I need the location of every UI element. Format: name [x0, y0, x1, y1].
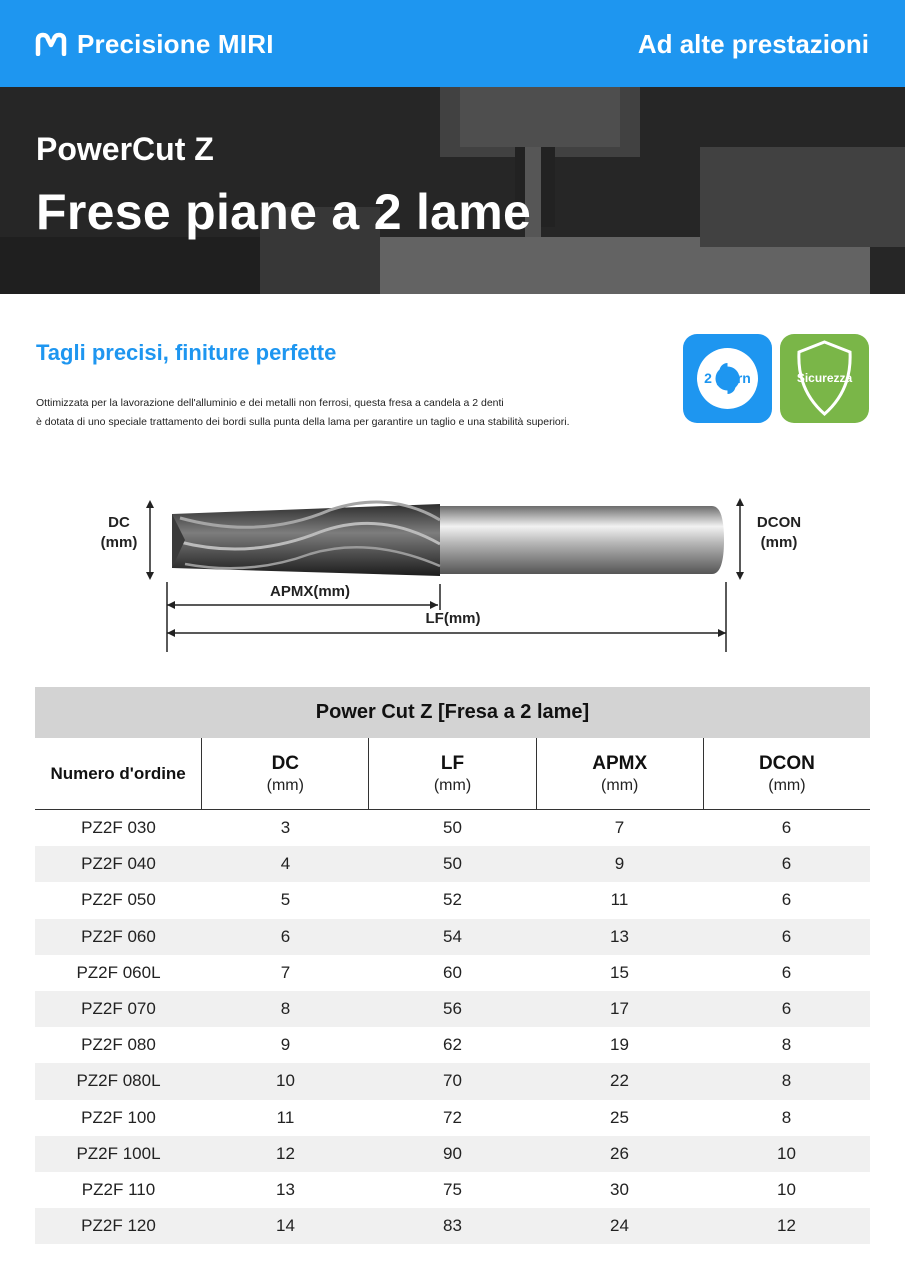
table-row — [35, 955, 870, 991]
table-title: Power Cut Z [Fresa a 2 lame] — [35, 687, 870, 738]
value-cell: 8 — [781, 1107, 792, 1127]
value-cell: 12 — [777, 1216, 796, 1236]
order-number-cell: PZ2F 080L — [76, 1071, 161, 1091]
table-row — [35, 1063, 870, 1099]
order-number-cell: PZ2F 050 — [81, 890, 156, 910]
dcon-label — [748, 513, 810, 553]
table-row — [35, 882, 870, 918]
table-row — [35, 919, 870, 955]
col-header-unit: (mm) — [601, 776, 639, 794]
spec-table — [35, 687, 870, 1244]
dc-label — [96, 513, 142, 553]
value-cell: 90 — [443, 1143, 462, 1163]
value-cell: 4 — [280, 854, 291, 874]
value-cell: 8 — [781, 1035, 792, 1055]
value-cell: 7 — [280, 962, 291, 982]
col-header-order-number — [35, 738, 202, 809]
table-row — [35, 846, 870, 882]
apmx-label: APMX(mm) — [269, 583, 350, 600]
table-row — [35, 991, 870, 1027]
dcon-label-text: DCON — [756, 514, 802, 531]
hero-banner — [0, 87, 905, 294]
value-cell: 9 — [280, 1035, 291, 1055]
value-cell: 10 — [276, 1071, 295, 1091]
value-cell: 8 — [781, 1071, 792, 1091]
value-cell: 13 — [610, 926, 629, 946]
dc-label-unit: (mm) — [100, 534, 138, 551]
value-cell: 25 — [610, 1107, 629, 1127]
lf-label: LF(mm) — [425, 610, 481, 627]
tool-dimension-diagram — [0, 480, 905, 660]
value-cell: 6 — [781, 962, 792, 982]
value-cell: 83 — [443, 1216, 462, 1236]
hero-title: Frese piane a 2 lame — [36, 184, 532, 240]
order-number-cell: PZ2F 060 — [81, 926, 156, 946]
value-cell: 11 — [276, 1107, 295, 1127]
dc-label-text: DC — [108, 514, 130, 531]
value-cell: 56 — [443, 999, 462, 1019]
col-header-label: DC — [271, 752, 300, 774]
col-header-label: DCON — [758, 752, 815, 774]
col-header-label: APMX — [592, 752, 648, 774]
col-header-apmx — [537, 738, 704, 809]
col-header-unit: (mm) — [266, 776, 304, 794]
col-header-dcon — [704, 738, 870, 809]
value-cell: 11 — [610, 890, 629, 910]
value-cell: 6 — [781, 818, 792, 838]
miri-logo-icon — [35, 32, 67, 56]
value-cell: 6 — [781, 999, 792, 1019]
value-cell: 7 — [614, 818, 625, 838]
value-cell: 8 — [280, 999, 291, 1019]
value-cell: 22 — [610, 1071, 629, 1091]
value-cell: 10 — [777, 1143, 796, 1163]
top-bar — [0, 0, 905, 87]
value-cell: 62 — [443, 1035, 462, 1055]
value-cell: 72 — [443, 1107, 462, 1127]
value-cell: 30 — [610, 1179, 629, 1199]
value-cell: 50 — [443, 818, 462, 838]
value-cell: 13 — [276, 1179, 295, 1199]
order-number-cell: PZ2F 030 — [81, 818, 156, 838]
table-row — [35, 1027, 870, 1063]
table-row — [35, 1172, 870, 1208]
order-number-cell: PZ2F 080 — [81, 1035, 156, 1055]
order-number-cell: PZ2F 040 — [81, 854, 156, 874]
description-line: Ottimizzata per la lavorazione dell'alluminio e dei metalli non ferrosi, questa fresa a candela a 2 denti — [36, 397, 504, 409]
value-cell: 19 — [610, 1035, 629, 1055]
table-row — [35, 1208, 870, 1244]
value-cell: 17 — [610, 999, 629, 1019]
table-row — [35, 1100, 870, 1136]
order-number-cell: PZ2F 100L — [76, 1143, 161, 1163]
order-number-cell: PZ2F 070 — [81, 999, 156, 1019]
value-cell: 75 — [443, 1179, 462, 1199]
value-cell: 12 — [276, 1143, 295, 1163]
end-mill-drawing — [0, 480, 905, 660]
value-cell: 6 — [781, 890, 792, 910]
table-body — [35, 810, 870, 1244]
value-cell: 15 — [610, 962, 629, 982]
brand-name: Precisione MIRI — [77, 28, 274, 59]
col-header-lf — [369, 738, 536, 809]
value-cell: 14 — [276, 1216, 295, 1236]
product-description — [36, 394, 656, 432]
order-number-cell: PZ2F 060L — [76, 962, 161, 982]
value-cell: 6 — [781, 854, 792, 874]
value-cell: 6 — [280, 926, 291, 946]
value-cell: 50 — [443, 854, 462, 874]
description-line: è dotata di uno speciale trattamento dei bordi sulla punta della lama per garantire un taglio e una stabilità superiori. — [36, 416, 570, 428]
order-number-cell: PZ2F 120 — [81, 1216, 156, 1236]
dcon-label-unit: (mm) — [760, 534, 798, 551]
value-cell: 24 — [610, 1216, 629, 1236]
table-header — [35, 738, 870, 810]
safety-badge — [780, 334, 869, 423]
value-cell: 10 — [777, 1179, 796, 1199]
value-cell: 9 — [614, 854, 625, 874]
value-cell: 70 — [443, 1071, 462, 1091]
col-header-unit: (mm) — [433, 776, 472, 794]
value-cell: 52 — [443, 890, 462, 910]
value-cell: 6 — [781, 926, 792, 946]
hero-subtitle: PowerCut Z — [36, 131, 214, 167]
order-number-cell: PZ2F 110 — [81, 1179, 156, 1199]
section-heading: Tagli precisi, finiture perfette — [36, 340, 337, 365]
table-row — [35, 1136, 870, 1172]
delivery-badge-label: 2 giorn — [704, 370, 751, 386]
table-row — [35, 810, 870, 846]
safety-badge-label: Sicurezza — [796, 371, 853, 385]
value-cell: 5 — [280, 890, 291, 910]
col-header-label: LF — [440, 752, 465, 774]
value-cell: 60 — [443, 962, 462, 982]
brand[interactable] — [35, 26, 274, 62]
col-header-dc — [202, 738, 369, 809]
col-header-label: Numero d'ordine — [50, 763, 186, 783]
delivery-badge — [683, 334, 772, 423]
col-header-unit: (mm) — [768, 776, 806, 794]
value-cell: 3 — [280, 818, 291, 838]
value-cell: 26 — [610, 1143, 629, 1163]
header-tagline: Ad alte prestazioni — [637, 29, 869, 59]
value-cell: 54 — [443, 926, 462, 946]
order-number-cell: PZ2F 100 — [81, 1107, 156, 1127]
